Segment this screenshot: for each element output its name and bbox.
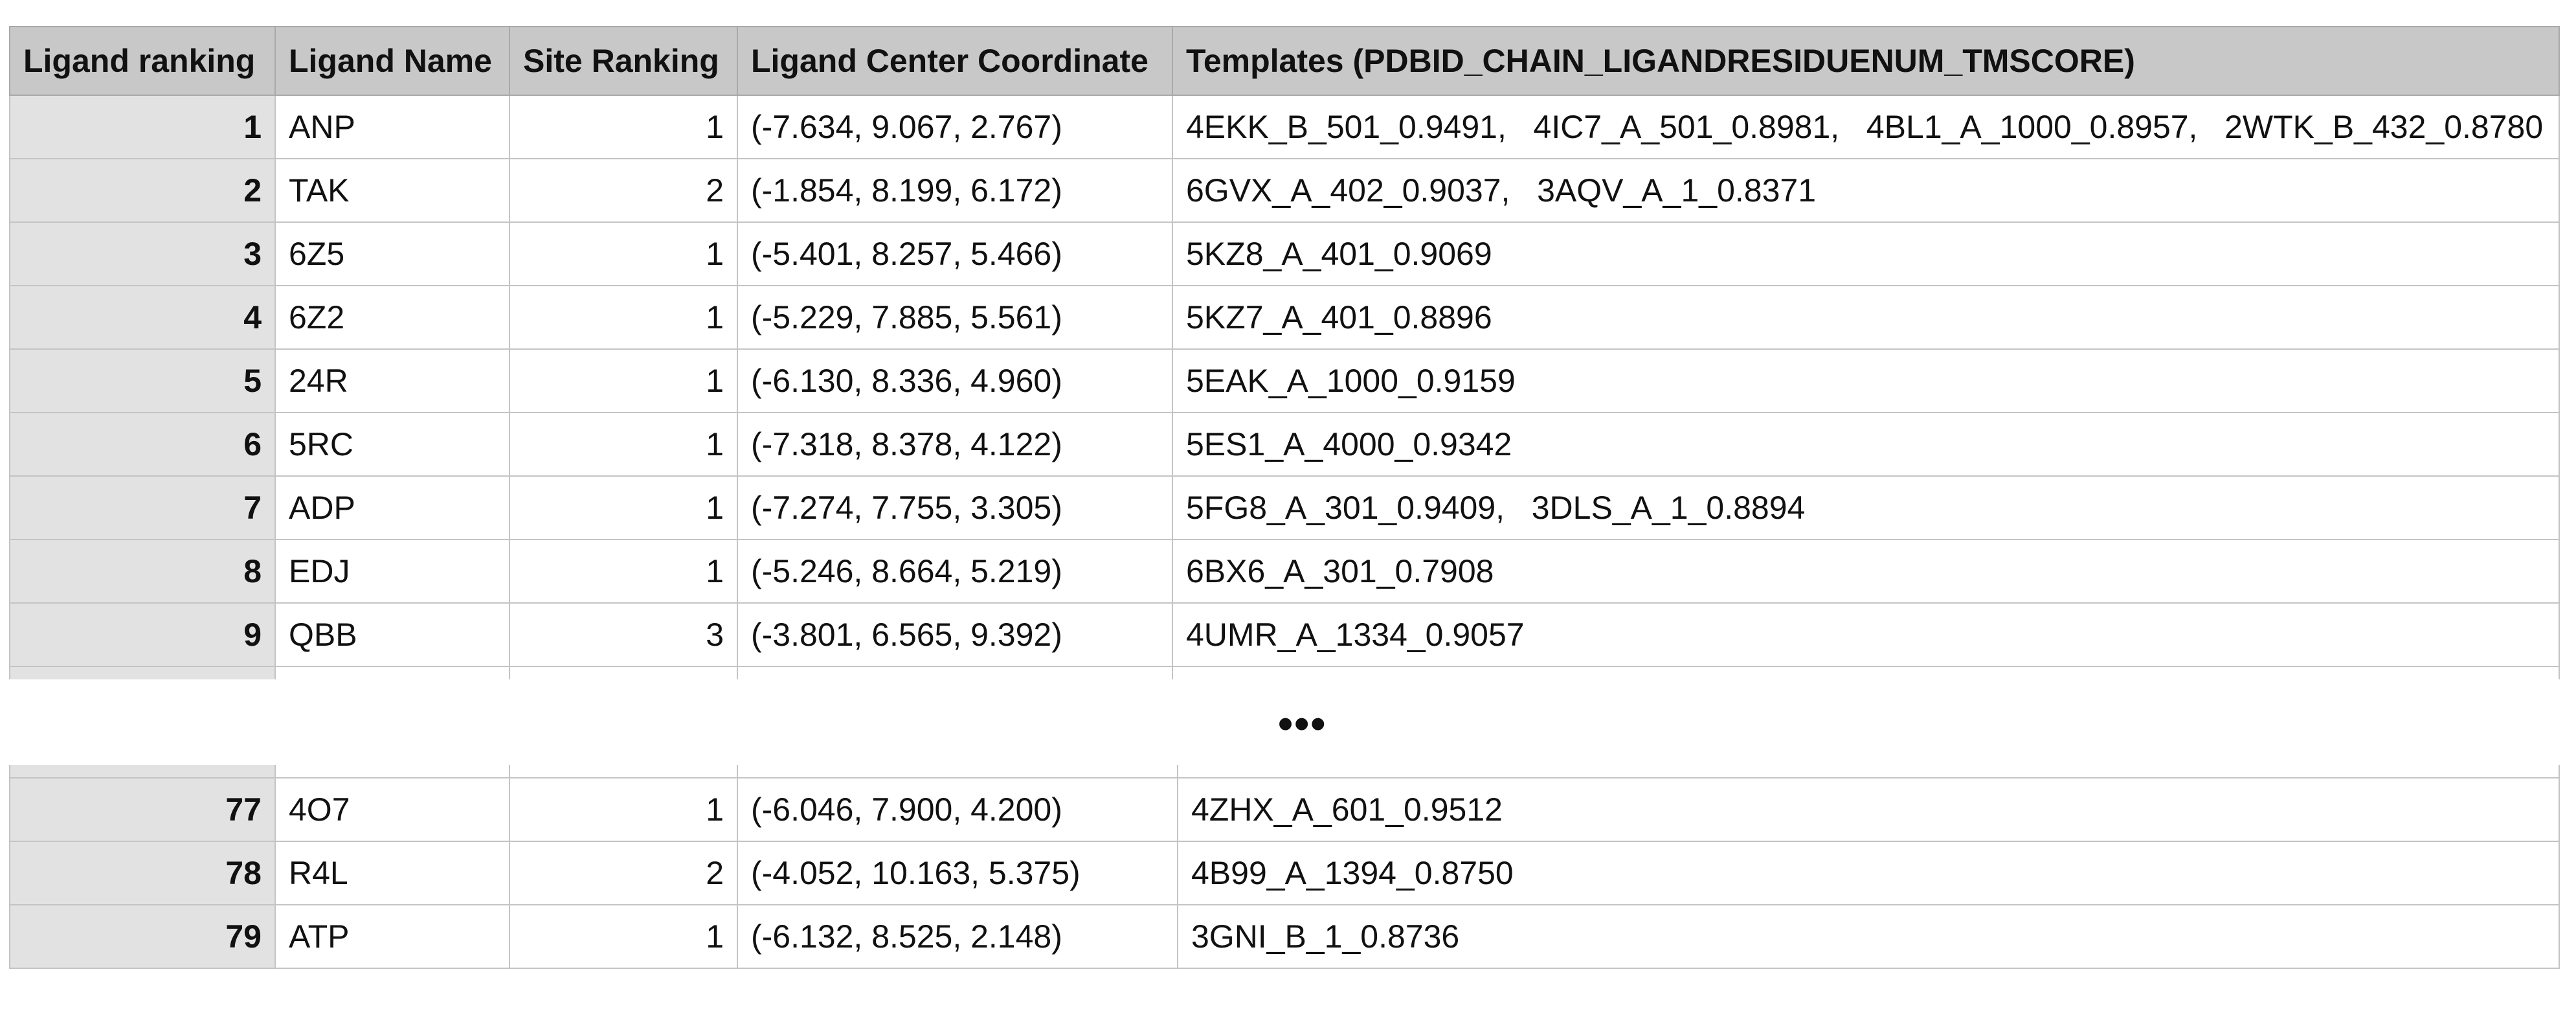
site-ranking-cell: 1 [510, 539, 737, 603]
coordinate-cell: (-5.401, 8.257, 5.466) [737, 222, 1172, 286]
table-row [10, 349, 2559, 413]
site-ranking-cell: 3 [510, 603, 737, 666]
ligand-rank-cell: 9 [10, 603, 275, 666]
ligand-rank-cell: 6 [10, 413, 275, 476]
templates-cell: 5KZ8_A_401_0.9069 [1172, 222, 2559, 286]
ligand-name-cell: R4L [275, 841, 510, 905]
coordinate-cell: (-5.229, 7.885, 5.561) [737, 286, 1172, 349]
ligand-name-cell: 24R [275, 349, 510, 413]
table-row [10, 413, 2559, 476]
cut-cell [737, 765, 1178, 778]
table-row [10, 476, 2559, 539]
header-site-ranking: Site Ranking [510, 27, 737, 95]
coordinate-cell: (-4.052, 10.163, 5.375) [737, 841, 1178, 905]
table-row [10, 286, 2559, 349]
ligand-rank-cell: 7 [10, 476, 275, 539]
templates-cell: 4EKK_B_501_0.9491, 4IC7_A_501_0.8981, 4BL1_A_1000_0.8957, 2WTK_B_432_0.8780 [1172, 95, 2559, 159]
ligand-rank-cell: 2 [10, 159, 275, 222]
ligand-name-cell: 5RC [275, 413, 510, 476]
coordinate-cell: (-3.801, 6.565, 9.392) [737, 603, 1172, 666]
ligand-name-cell: ATP [275, 905, 510, 968]
templates-cell: 5KZ7_A_401_0.8896 [1172, 286, 2559, 349]
site-ranking-cell: 1 [510, 476, 737, 539]
cut-cell [1178, 765, 2559, 778]
site-ranking-cell: 2 [510, 159, 737, 222]
coordinate-cell: (-5.246, 8.664, 5.219) [737, 539, 1172, 603]
ligand-name-cell: ADP [275, 476, 510, 539]
ligand-name-cell: 6Z2 [275, 286, 510, 349]
templates-cell: 6BX6_A_301_0.7908 [1172, 539, 2559, 603]
templates-cell: 5ES1_A_4000_0.9342 [1172, 413, 2559, 476]
omitted-rows-gap [9, 679, 2559, 765]
templates-cell: 5EAK_A_1000_0.9159 [1172, 349, 2559, 413]
templates-cell: 4UMR_A_1334_0.9057 [1172, 603, 2559, 666]
coordinate-cell: (-1.854, 8.199, 6.172) [737, 159, 1172, 222]
header-row [10, 27, 2559, 95]
site-ranking-cell: 1 [510, 905, 737, 968]
site-ranking-cell: 1 [510, 778, 737, 841]
coordinate-cell: (-7.318, 8.378, 4.122) [737, 413, 1172, 476]
site-ranking-cell: 2 [510, 841, 737, 905]
cut-cell [510, 765, 737, 778]
table-row-cut-edge [10, 666, 2559, 679]
site-ranking-cell: 1 [510, 95, 737, 159]
site-ranking-cell: 1 [510, 349, 737, 413]
templates-cell: 6GVX_A_402_0.9037, 3AQV_A_1_0.8371 [1172, 159, 2559, 222]
table-row [10, 539, 2559, 603]
header-ligand-center-coordinate: Ligand Center Coordinate [737, 27, 1172, 95]
templates-cell: 5FG8_A_301_0.9409, 3DLS_A_1_0.8894 [1172, 476, 2559, 539]
table-row [10, 159, 2559, 222]
table-row [10, 778, 2559, 841]
table-row [10, 603, 2559, 666]
ligand-rank-cell: 1 [10, 95, 275, 159]
ligand-name-cell: TAK [275, 159, 510, 222]
site-ranking-cell: 1 [510, 286, 737, 349]
coordinate-cell: (-7.274, 7.755, 3.305) [737, 476, 1172, 539]
coordinate-cell: (-6.130, 8.336, 4.960) [737, 349, 1172, 413]
templates-cell: 3GNI_B_1_0.8736 [1178, 905, 2559, 968]
cut-cell [275, 666, 510, 679]
ligand-rank-cell: 4 [10, 286, 275, 349]
ligand-rank-cell: 8 [10, 539, 275, 603]
header-ligand-name: Ligand Name [275, 27, 510, 95]
coordinate-cell: (-6.046, 7.900, 4.200) [737, 778, 1178, 841]
ligand-rank-cell: 3 [10, 222, 275, 286]
site-ranking-cell: 1 [510, 222, 737, 286]
cut-cell [275, 765, 510, 778]
ligand-rank-cell: 77 [10, 778, 275, 841]
cut-cell [10, 666, 275, 679]
table-row [10, 95, 2559, 159]
site-ranking-cell: 1 [510, 413, 737, 476]
templates-cell: 4ZHX_A_601_0.9512 [1178, 778, 2559, 841]
table-row [10, 222, 2559, 286]
ligand-rank-cell: 5 [10, 349, 275, 413]
table-row [10, 905, 2559, 968]
ligand-name-cell: 4O7 [275, 778, 510, 841]
table-row-cut-edge [10, 765, 2559, 778]
ligand-table-sheet [9, 26, 2559, 969]
cut-cell [10, 765, 275, 778]
ligand-rank-cell: 78 [10, 841, 275, 905]
coordinate-cell: (-7.634, 9.067, 2.767) [737, 95, 1172, 159]
ligand-name-cell: ANP [275, 95, 510, 159]
ellipsis-marker: ••• [1278, 699, 1327, 747]
ligand-table-bottom [9, 765, 2560, 969]
ligand-rank-cell: 79 [10, 905, 275, 968]
ligand-table-top [9, 26, 2560, 679]
cut-cell [737, 666, 1172, 679]
cut-cell [1172, 666, 2559, 679]
header-templates: Templates (PDBID_CHAIN_LIGANDRESIDUENUM_TMSCORE) [1172, 27, 2559, 95]
templates-cell: 4B99_A_1394_0.8750 [1178, 841, 2559, 905]
ligand-name-cell: EDJ [275, 539, 510, 603]
ligand-name-cell: QBB [275, 603, 510, 666]
table-row [10, 841, 2559, 905]
cut-cell [510, 666, 737, 679]
header-ligand-ranking: Ligand ranking [10, 27, 275, 95]
coordinate-cell: (-6.132, 8.525, 2.148) [737, 905, 1178, 968]
ligand-name-cell: 6Z5 [275, 222, 510, 286]
